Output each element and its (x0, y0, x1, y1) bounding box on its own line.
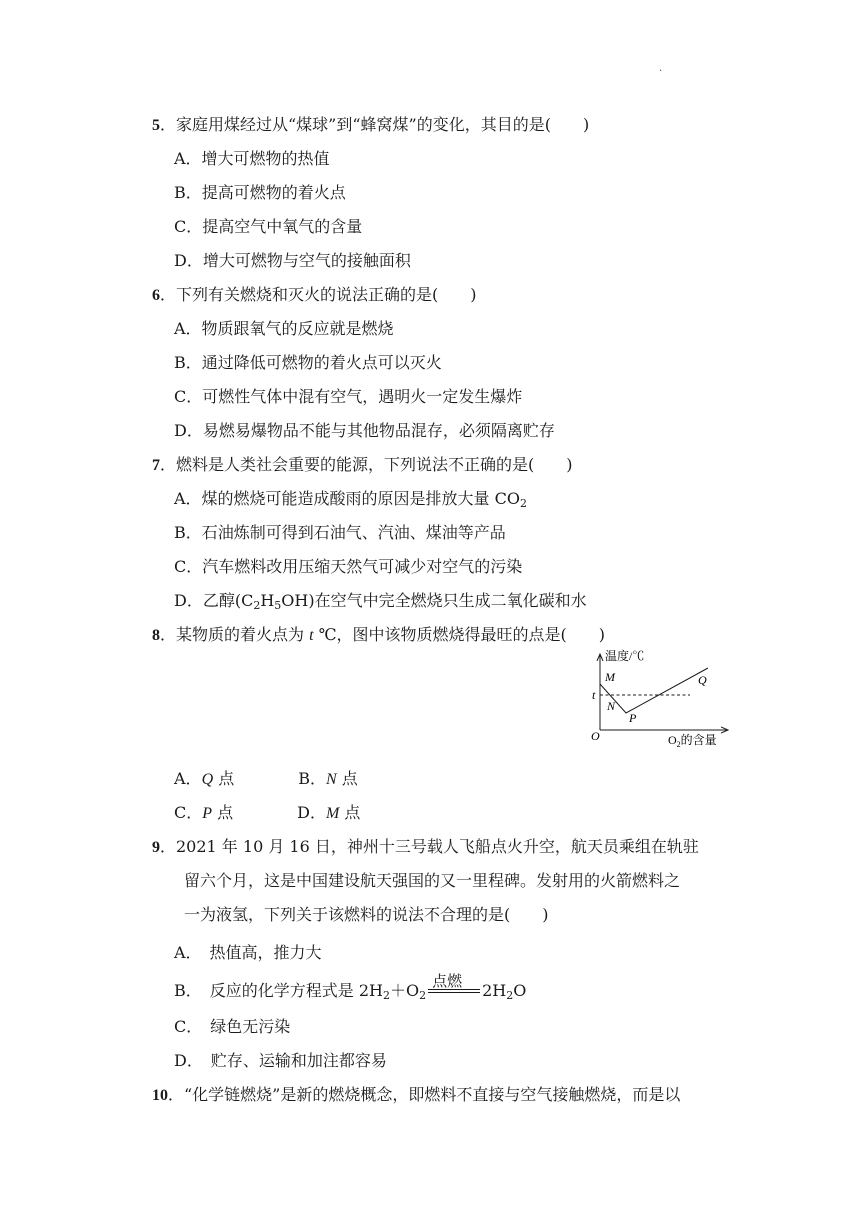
question-8-stem (152, 622, 605, 645)
option-text: OH)在空气中完全燃烧只生成二氧化碳和水 (281, 591, 587, 610)
subscript: 2 (506, 989, 514, 1002)
option-letter: B． (298, 769, 326, 788)
question-7-stem (152, 452, 573, 475)
temperature-oxygen-graph (588, 648, 738, 752)
subscript: 2 (419, 989, 427, 1002)
question-number: 5 (152, 117, 160, 134)
option-letter: A． (174, 769, 202, 788)
subscript: 2 (520, 497, 528, 510)
reaction-arrow (428, 972, 480, 998)
question-10-stem (152, 1082, 680, 1105)
point-m-label: M (605, 670, 615, 684)
question-6-stem (152, 282, 477, 305)
question-5-stem (152, 112, 589, 135)
option-text: 点 (217, 803, 234, 822)
variable-t: t (309, 627, 314, 644)
subscript: 2 (382, 989, 390, 1002)
option-letter: C． (174, 803, 203, 822)
question-text: ．家庭用煤经过从“煤球”到“蜂窝煤”的变化，其目的是( ) (160, 115, 590, 134)
q5-option-d: D．增大可燃物与空气的接触面积 (174, 251, 411, 270)
q5-option-a: A．增大可燃物的热值 (174, 149, 330, 168)
q8-options-row-1 (174, 766, 358, 789)
y-axis-label: 温度/℃ (605, 649, 645, 663)
reaction-condition: 点燃 (432, 972, 463, 990)
x-axis-label: $O_2$的含量 (668, 733, 717, 749)
subscript: 2 (253, 599, 261, 612)
q9-option-b (174, 972, 527, 1002)
question-number: 9 (152, 839, 160, 856)
point-q-label: Q (698, 673, 707, 687)
q6-option-b: B．通过降低可燃物的着火点可以灭火 (174, 353, 442, 372)
question-number: 8 (152, 627, 160, 644)
q9-option-d: D． 贮存、运输和加注都容易 (174, 1051, 387, 1070)
option-text: 2H (482, 981, 507, 1000)
temperature-curve (600, 668, 708, 713)
q7-option-a (174, 486, 527, 509)
q7-option-c: C．汽车燃料改用压缩天然气可减少对空气的污染 (174, 557, 523, 576)
option-text: ＋O (389, 981, 420, 1000)
question-number: 7 (152, 457, 160, 474)
question-9-stem (152, 834, 699, 857)
page-mark: · (659, 66, 663, 77)
question-text: ．“化学链燃烧”是新的燃烧概念，即燃料不直接与空气接触燃烧，而是以 (168, 1085, 681, 1104)
option-text: 点 (341, 769, 358, 788)
point-variable: Q (201, 771, 214, 788)
point-variable: M (325, 805, 340, 822)
t-tick-label: t (592, 688, 596, 702)
q7-option-b: B．石油炼制可得到石油气、汽油、煤油等产品 (174, 523, 506, 542)
question-text: ℃，图中该物质燃烧得最旺的点是( ) (318, 625, 606, 644)
question-text: ．2021 年 10 月 16 日，神州十三号载人飞船点火升空，航天员乘组在轨驻 (160, 837, 699, 856)
question-9-stem-line-2: 留六个月，这是中国建设航天强国的又一里程碑。发射用的火箭燃料之 (184, 871, 681, 890)
q9-option-c: C． 绿色无污染 (174, 1017, 291, 1036)
option-text: A．煤的燃烧可能造成酸雨的原因是排放大量 CO (174, 489, 521, 508)
option-letter: D． (297, 803, 326, 822)
option-text: 点 (344, 803, 361, 822)
question-number: 6 (152, 287, 160, 304)
q5-option-b: B．提高可燃物的着火点 (174, 183, 346, 202)
option-text: B． 反应的化学方程式是 2H (174, 981, 383, 1000)
point-variable: N (326, 771, 337, 788)
question-text: ．燃料是人类社会重要的能源，下列说法不正确的是( ) (160, 455, 573, 474)
question-text: ．下列有关燃烧和灭火的说法正确的是( ) (160, 285, 477, 304)
q7-option-d (174, 588, 587, 611)
q6-option-d: D．易燃易爆物品不能与其他物品混存，必须隔离贮存 (174, 421, 555, 440)
point-p-label: P (629, 711, 637, 725)
q6-option-c: C．可燃性气体中混有空气，遇明火一定发生爆炸 (174, 387, 523, 406)
option-text: O (513, 981, 527, 1000)
question-number: 10 (152, 1087, 168, 1104)
q5-option-c: C．提高空气中氧气的含量 (174, 217, 363, 236)
option-text: 点 (218, 769, 235, 788)
q8-options-row-2 (174, 800, 360, 823)
q6-option-a: A．物质跟氧气的反应就是燃烧 (174, 319, 394, 338)
origin-label: O (591, 729, 600, 743)
point-n-label: N (607, 699, 616, 713)
option-text: H (260, 591, 275, 610)
option-text: D．乙醇(C (174, 591, 254, 610)
question-text: ．某物质的着火点为 (160, 625, 305, 644)
subscript: 5 (274, 599, 282, 612)
q9-option-a: A． 热值高，推力大 (174, 943, 322, 962)
point-variable: P (202, 805, 213, 822)
question-9-stem-line-3: 一为液氢，下列关于该燃料的说法不合理的是( ) (184, 905, 549, 924)
